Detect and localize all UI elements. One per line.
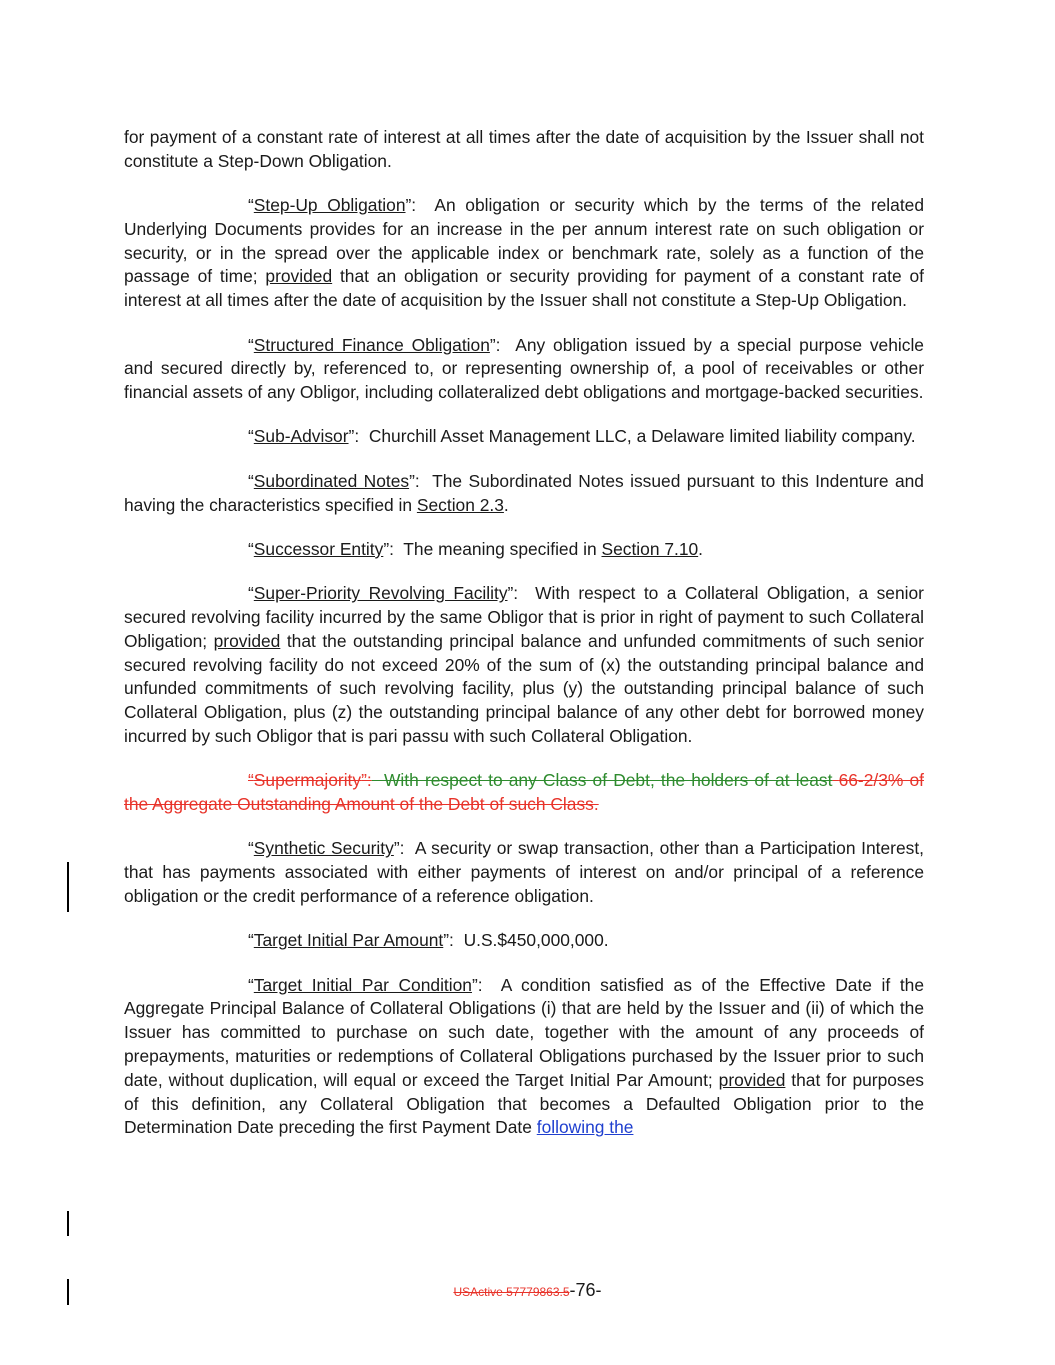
document-body [124,126,924,1161]
definition-step-up-obligation: “Step-Up Obligation”: An obligation or security which by the terms of the related Underlying Documents provides for an increase in the per annum interest rate on such obligation or security, or in the spread over the applicable index or benchmark rate, solely as a function of the passage of time; provided that an obligation or security providing for payment of a constant rate of interest at all times after the date of acquisition by the Issuer shall not constitute a Step-Up Obligation. [124,195,925,311]
term-structured-finance-obligation: Structured Finance Obligation [253,334,490,355]
section-7-10-link[interactable]: Section 7.10 [601,538,699,559]
inserted-text: following the [536,1117,634,1138]
definition-structured-finance-obligation: “Structured Finance Obligation”: Any obligation issued by a special purpose vehicle and secured directly by, referenced to, or representing ownership of, a pool of receivables or other financial assets of any Obligor, including collateralized debt obligations and mortgage-backed securities. [124,334,924,403]
definition-synthetic-security: “Synthetic Security”: A security or swap transaction, other than a Participation Interest, that has payments associated with either payments of interest on and/or principal of a reference obligation or the credit performance of a reference obligation. [124,838,925,906]
definition-supermajority-deleted: “Supermajority”: With respect to any Class of Debt, the holders of at least 66-2/3% of the Aggregate Outstanding Amount of the Debt of such Class. [124,770,925,815]
change-bar-target-condition [67,1211,69,1236]
change-bar-supermajority [67,862,69,912]
term-subordinated-notes: Subordinated Notes [253,470,410,491]
term-successor-entity: Successor Entity [253,538,384,559]
definition-target-initial-par-amount: “Target Initial Par Amount”: U.S.$450,000,000. [248,930,609,951]
definition-successor-entity: “Successor Entity”: The meaning specified in Section 7.10. [248,538,704,559]
term-supermajority: Supermajority [253,770,362,791]
page-footer [0,1280,1055,1301]
definition-super-priority-revolving-facility: “Super-Priority Revolving Facility”: With respect to a Collateral Obligation, a senior secured revolving facility incurred by the same Obligor that is prior in right of payment to such Collateral Obligation; provided that the outstanding principal balance and unfunded commitments of such senior secured revolving facility do not exceed 20% of the sum of (x) the outstanding principal balance and unfunded commitments of such revolving facility, plus (y) the outstanding principal balance of such Collateral Obligation, plus (z) the outstanding principal balance of any other debt for borrowed money incurred by such Obligor that is pari passu with such Collateral Obligation. [124,583,924,746]
term-synthetic-security: Synthetic Security [253,838,394,859]
definition-target-initial-par-condition: “Target Initial Par Condition”: A condition satisfied as of the Effective Date if the Aggregate Principal Balance of Collateral Obligations (i) that are held by the Issuer and (ii) of which the Issuer has committed to purchase on such date, together with the amount of any proceeds of prepayments, maturities or redemptions of Collateral Obligations purchased by the Issuer prior to such date, without duplication, will equal or exceed the Target Initial Par Amount; provided that for purposes of this definition, any Collateral Obligation that becomes a Defaulted Obligation prior to the Determination Date preceding the first Payment Date following the [124,974,924,1138]
term-target-initial-par-condition: Target Initial Par Condition [253,974,472,995]
term-target-initial-par-amount: Target Initial Par Amount [253,930,444,951]
footer-doc-id: USActive 57779863.5 [453,1285,570,1299]
definition-sub-advisor: “Sub-Advisor”: Churchill Asset Management LLC, a Delaware limited liability company. [248,426,916,447]
term-sub-advisor: Sub-Advisor [253,426,349,447]
definition-subordinated-notes: “Subordinated Notes”: The Subordinated Notes issued pursuant to this Indenture and having the characteristics specified in Section 2.3. [124,470,924,515]
opening-paragraph: for payment of a constant rate of interest at all times after the date of acquisition by the Issuer shall not constitute a Step-Down Obligation. [124,127,924,171]
term-step-up-obligation: Step-Up Obligation [253,195,406,216]
page-number: -76- [569,1280,602,1300]
term-super-priority-revolving-facility: Super-Priority Revolving Facility [253,583,508,604]
section-2-3-link[interactable]: Section 2.3 [416,494,504,515]
